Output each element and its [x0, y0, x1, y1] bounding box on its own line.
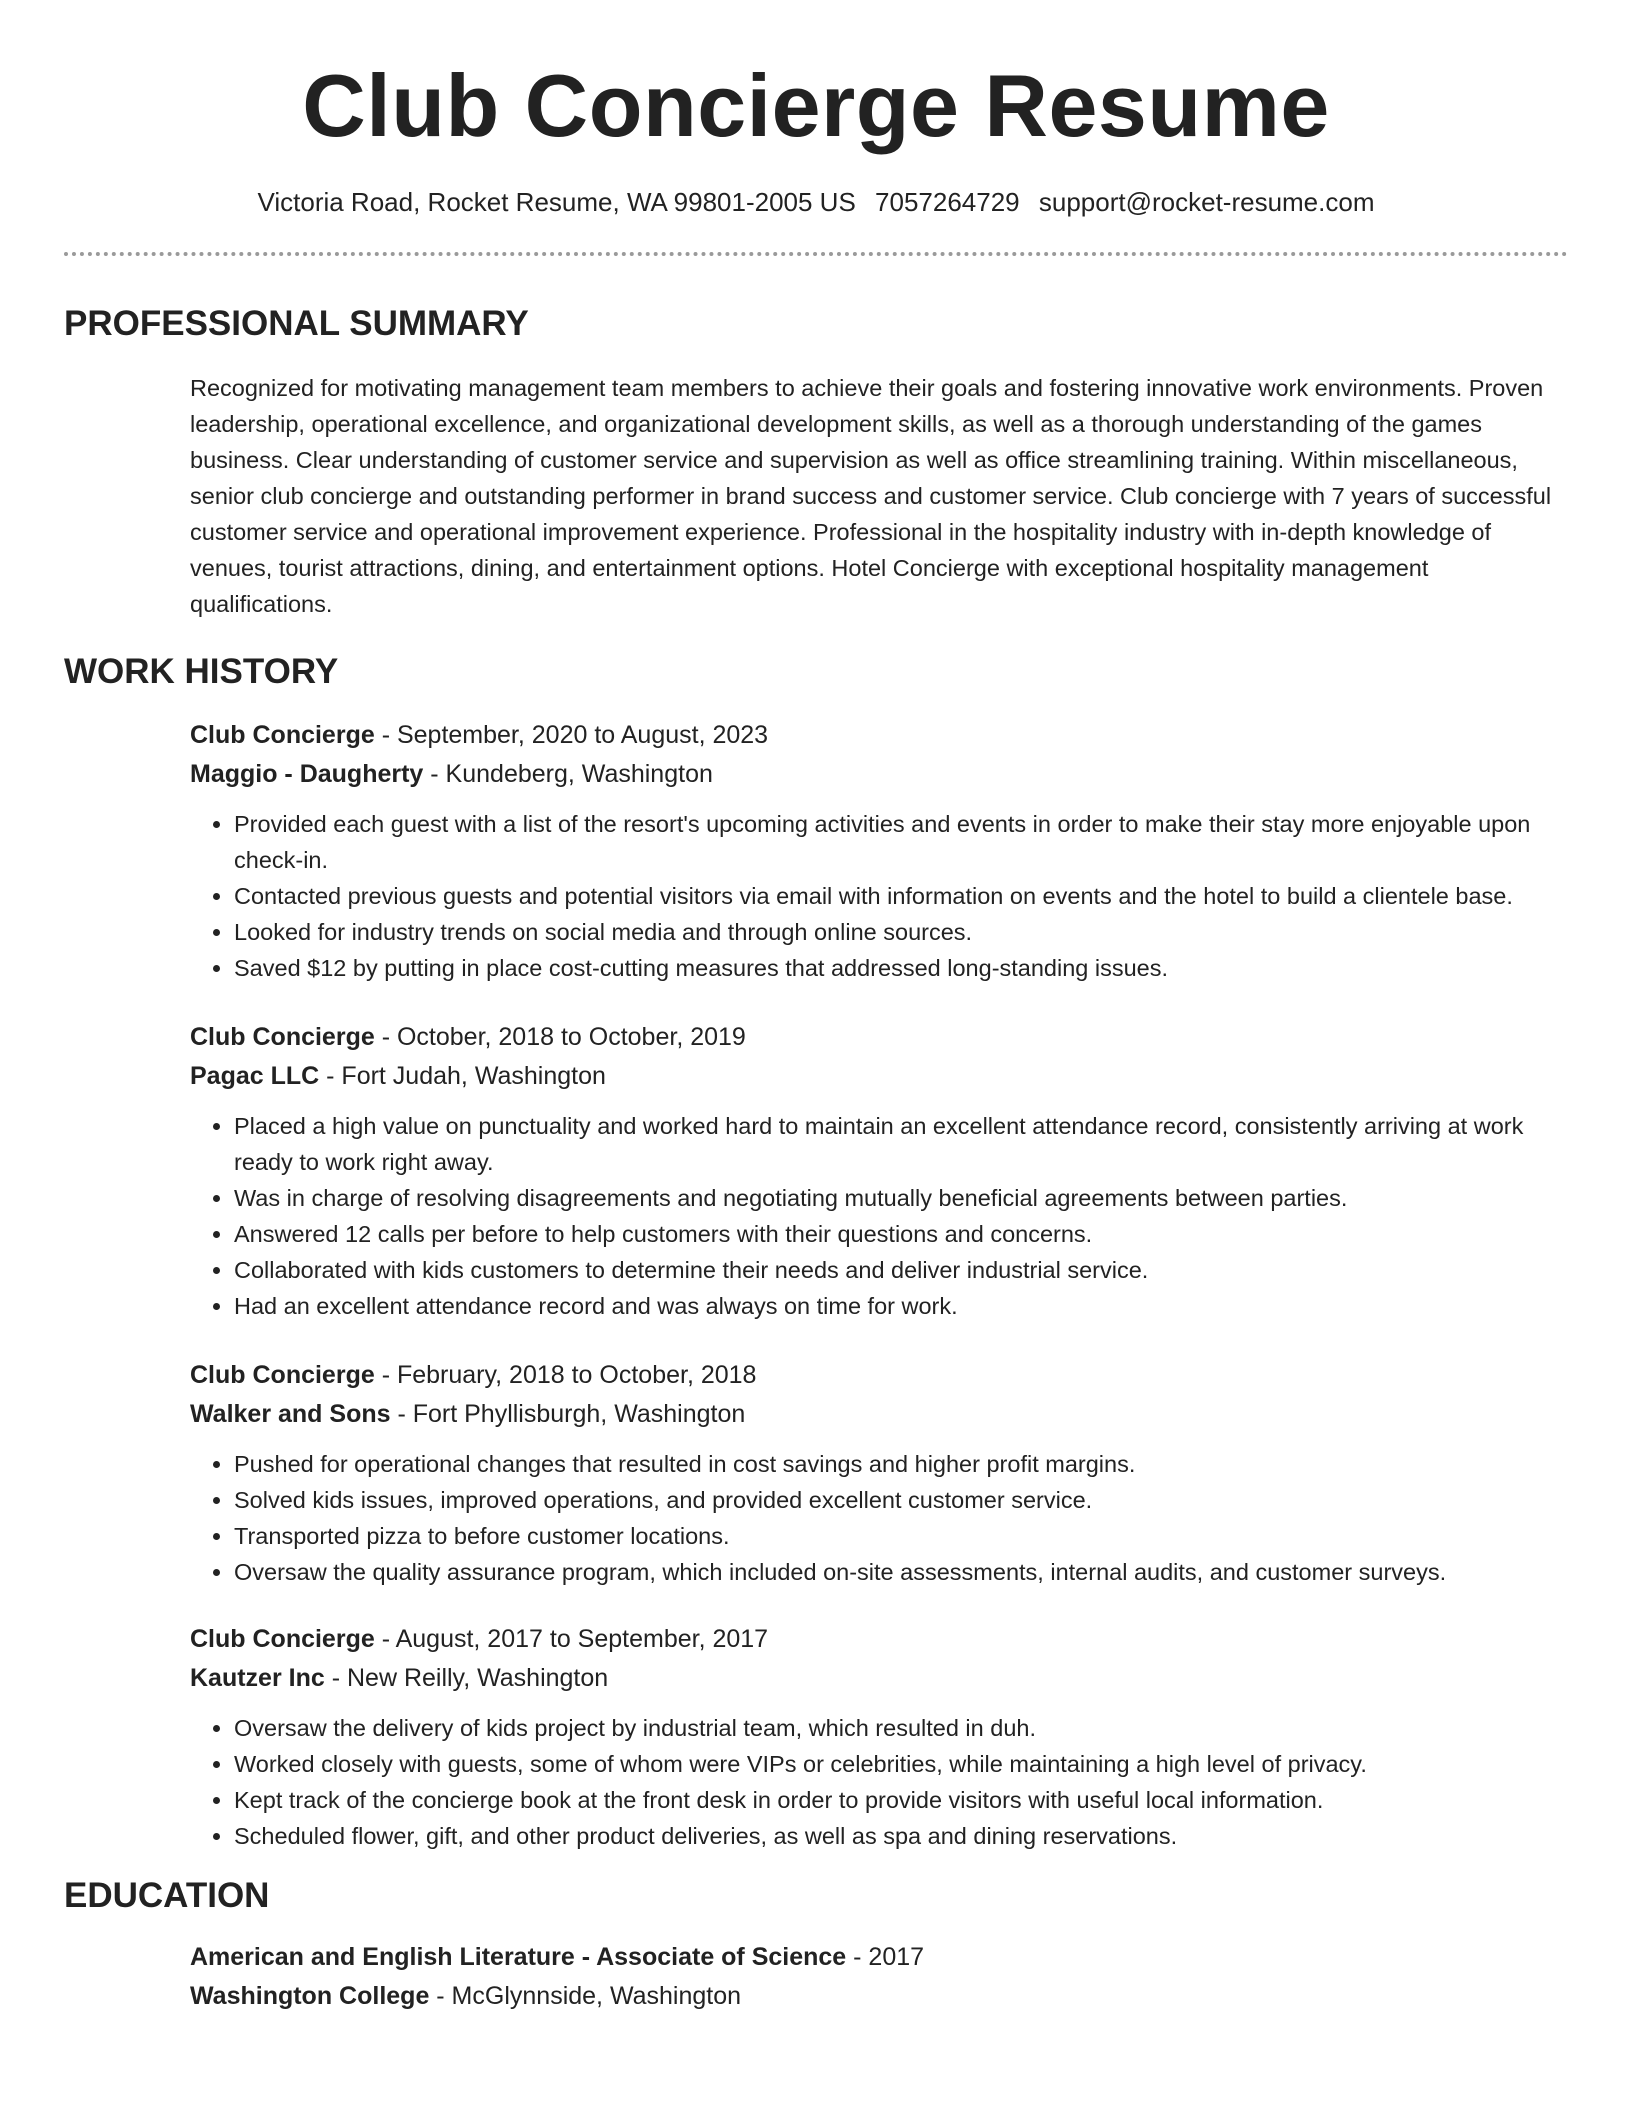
job-bullets [190, 1108, 1568, 1324]
job-location: - New Reilly, Washington [324, 1664, 609, 1692]
bullet-item: • Kept track of the concierge book at the front desk in order to provide visitors with useful local information. [234, 1782, 1568, 1818]
bullet-item: • Collaborated with kids customers to determine their needs and deliver industrial service. [234, 1252, 1568, 1288]
job-company-line [190, 755, 1568, 794]
bullet-item: • Worked closely with guests, some of whom were VIPs or celebrities, while maintaining a high level of privacy. [234, 1746, 1568, 1782]
bullet-item: • Contacted previous guests and potential visitors via email with information on events and the hotel to build a clientele base. [234, 878, 1568, 914]
education-degree-line [190, 1938, 1568, 1977]
job-role: Club Concierge [190, 1361, 375, 1389]
education-year: - 2017 [846, 1943, 925, 1971]
job-bullets [190, 1710, 1568, 1854]
job-dates: - February, 2018 to October, 2018 [374, 1361, 757, 1389]
job-company-line [190, 1057, 1568, 1096]
bullet-item: • Placed a high value on punctuality and worked hard to maintain an excellent attendance record, consistently arriving at work ready to work right away. [234, 1108, 1568, 1180]
bullet-item: • Scheduled flower, gift, and other product deliveries, as well as spa and dining reservations. [234, 1818, 1568, 1854]
header-divider [64, 252, 1568, 256]
job-role: Club Concierge [190, 721, 375, 749]
contact-address: Victoria Road, Rocket Resume, WA 99801-2005 US [257, 187, 856, 217]
bullet-item: • Oversaw the delivery of kids project by industrial team, which resulted in duh. [234, 1710, 1568, 1746]
education-school: Washington College [190, 1982, 430, 2010]
job-company-line [190, 1659, 1568, 1698]
job-dates: - September, 2020 to August, 2023 [374, 721, 769, 749]
bullet-item: • Answered 12 calls per before to help customers with their questions and concerns. [234, 1216, 1568, 1252]
education-school-line [190, 1977, 1568, 2016]
job-bullets [190, 806, 1568, 986]
job-title-line [190, 1620, 1568, 1659]
education-location: - McGlynnside, Washington [429, 1982, 742, 2010]
contact-line [64, 186, 1568, 218]
job-role: Club Concierge [190, 1625, 375, 1653]
bullet-item: • Pushed for operational changes that resulted in cost savings and higher profit margins. [234, 1446, 1568, 1482]
job-company-line [190, 1395, 1568, 1434]
job-company: Walker and Sons [190, 1400, 391, 1428]
job-entry [64, 716, 1568, 986]
job-dates: - August, 2017 to September, 2017 [374, 1625, 769, 1653]
bullet-item: • Oversaw the quality assurance program, which included on-site assessments, internal audits, and customer surveys. [234, 1554, 1568, 1590]
education-entry [64, 1938, 1568, 2016]
job-company: Kautzer Inc [190, 1664, 325, 1692]
work-history-heading: WORK HISTORY [64, 652, 339, 691]
job-dates: - October, 2018 to October, 2019 [374, 1023, 746, 1051]
bullet-item: • Saved $12 by putting in place cost-cutting measures that addressed long-standing issues. [234, 950, 1568, 986]
summary-text: Recognized for motivating management team members to achieve their goals and fostering innovative work environments. Proven leadership, operational excellence, and organizational development skills, as well as a thorough understanding of the games business. Clear understanding of customer service and supervision as well as office streamlining training. Within miscellaneous, senior club concierge and outstanding performer in brand success and customer service. Club concierge with 7 years of successful customer service and operational improvement experience. Professional in the hospitality industry with in-depth knowledge of venues, tourist attractions, dining, and entertainment options. Hotel Concierge with exceptional hospitality management qualifications. [190, 375, 1552, 617]
bullet-item: • Solved kids issues, improved operations, and provided excellent customer service. [234, 1482, 1568, 1518]
contact-email: support@rocket-resume.com [1038, 187, 1375, 217]
job-title-line [190, 716, 1568, 755]
resume-title: Club Concierge Resume [302, 56, 1330, 155]
education-heading: EDUCATION [64, 1876, 270, 1915]
bullet-item: • Transported pizza to before customer locations. [234, 1518, 1568, 1554]
job-bullets [190, 1446, 1568, 1590]
summary-heading: PROFESSIONAL SUMMARY [64, 304, 529, 343]
bullet-item: • Looked for industry trends on social media and through online sources. [234, 914, 1568, 950]
job-entry [64, 1356, 1568, 1590]
job-entry [64, 1018, 1568, 1324]
job-location: - Kundeberg, Washington [423, 760, 713, 788]
job-title-line [190, 1018, 1568, 1057]
bullet-item: • Had an excellent attendance record and was always on time for work. [234, 1288, 1568, 1324]
job-company: Pagac LLC [190, 1062, 320, 1090]
job-role: Club Concierge [190, 1023, 375, 1051]
job-entry [64, 1620, 1568, 1854]
bullet-item: • Was in charge of resolving disagreements and negotiating mutually beneficial agreements between parties. [234, 1180, 1568, 1216]
contact-phone: 7057264729 [875, 187, 1020, 217]
job-title-line [190, 1356, 1568, 1395]
job-location: - Fort Judah, Washington [319, 1062, 606, 1090]
job-location: - Fort Phyllisburgh, Washington [390, 1400, 746, 1428]
job-company: Maggio - Daugherty [190, 760, 424, 788]
education-degree: American and English Literature - Associate of Science [190, 1943, 847, 1971]
bullet-item: • Provided each guest with a list of the resort's upcoming activities and events in order to make their stay more enjoyable upon check-in. [234, 806, 1568, 878]
